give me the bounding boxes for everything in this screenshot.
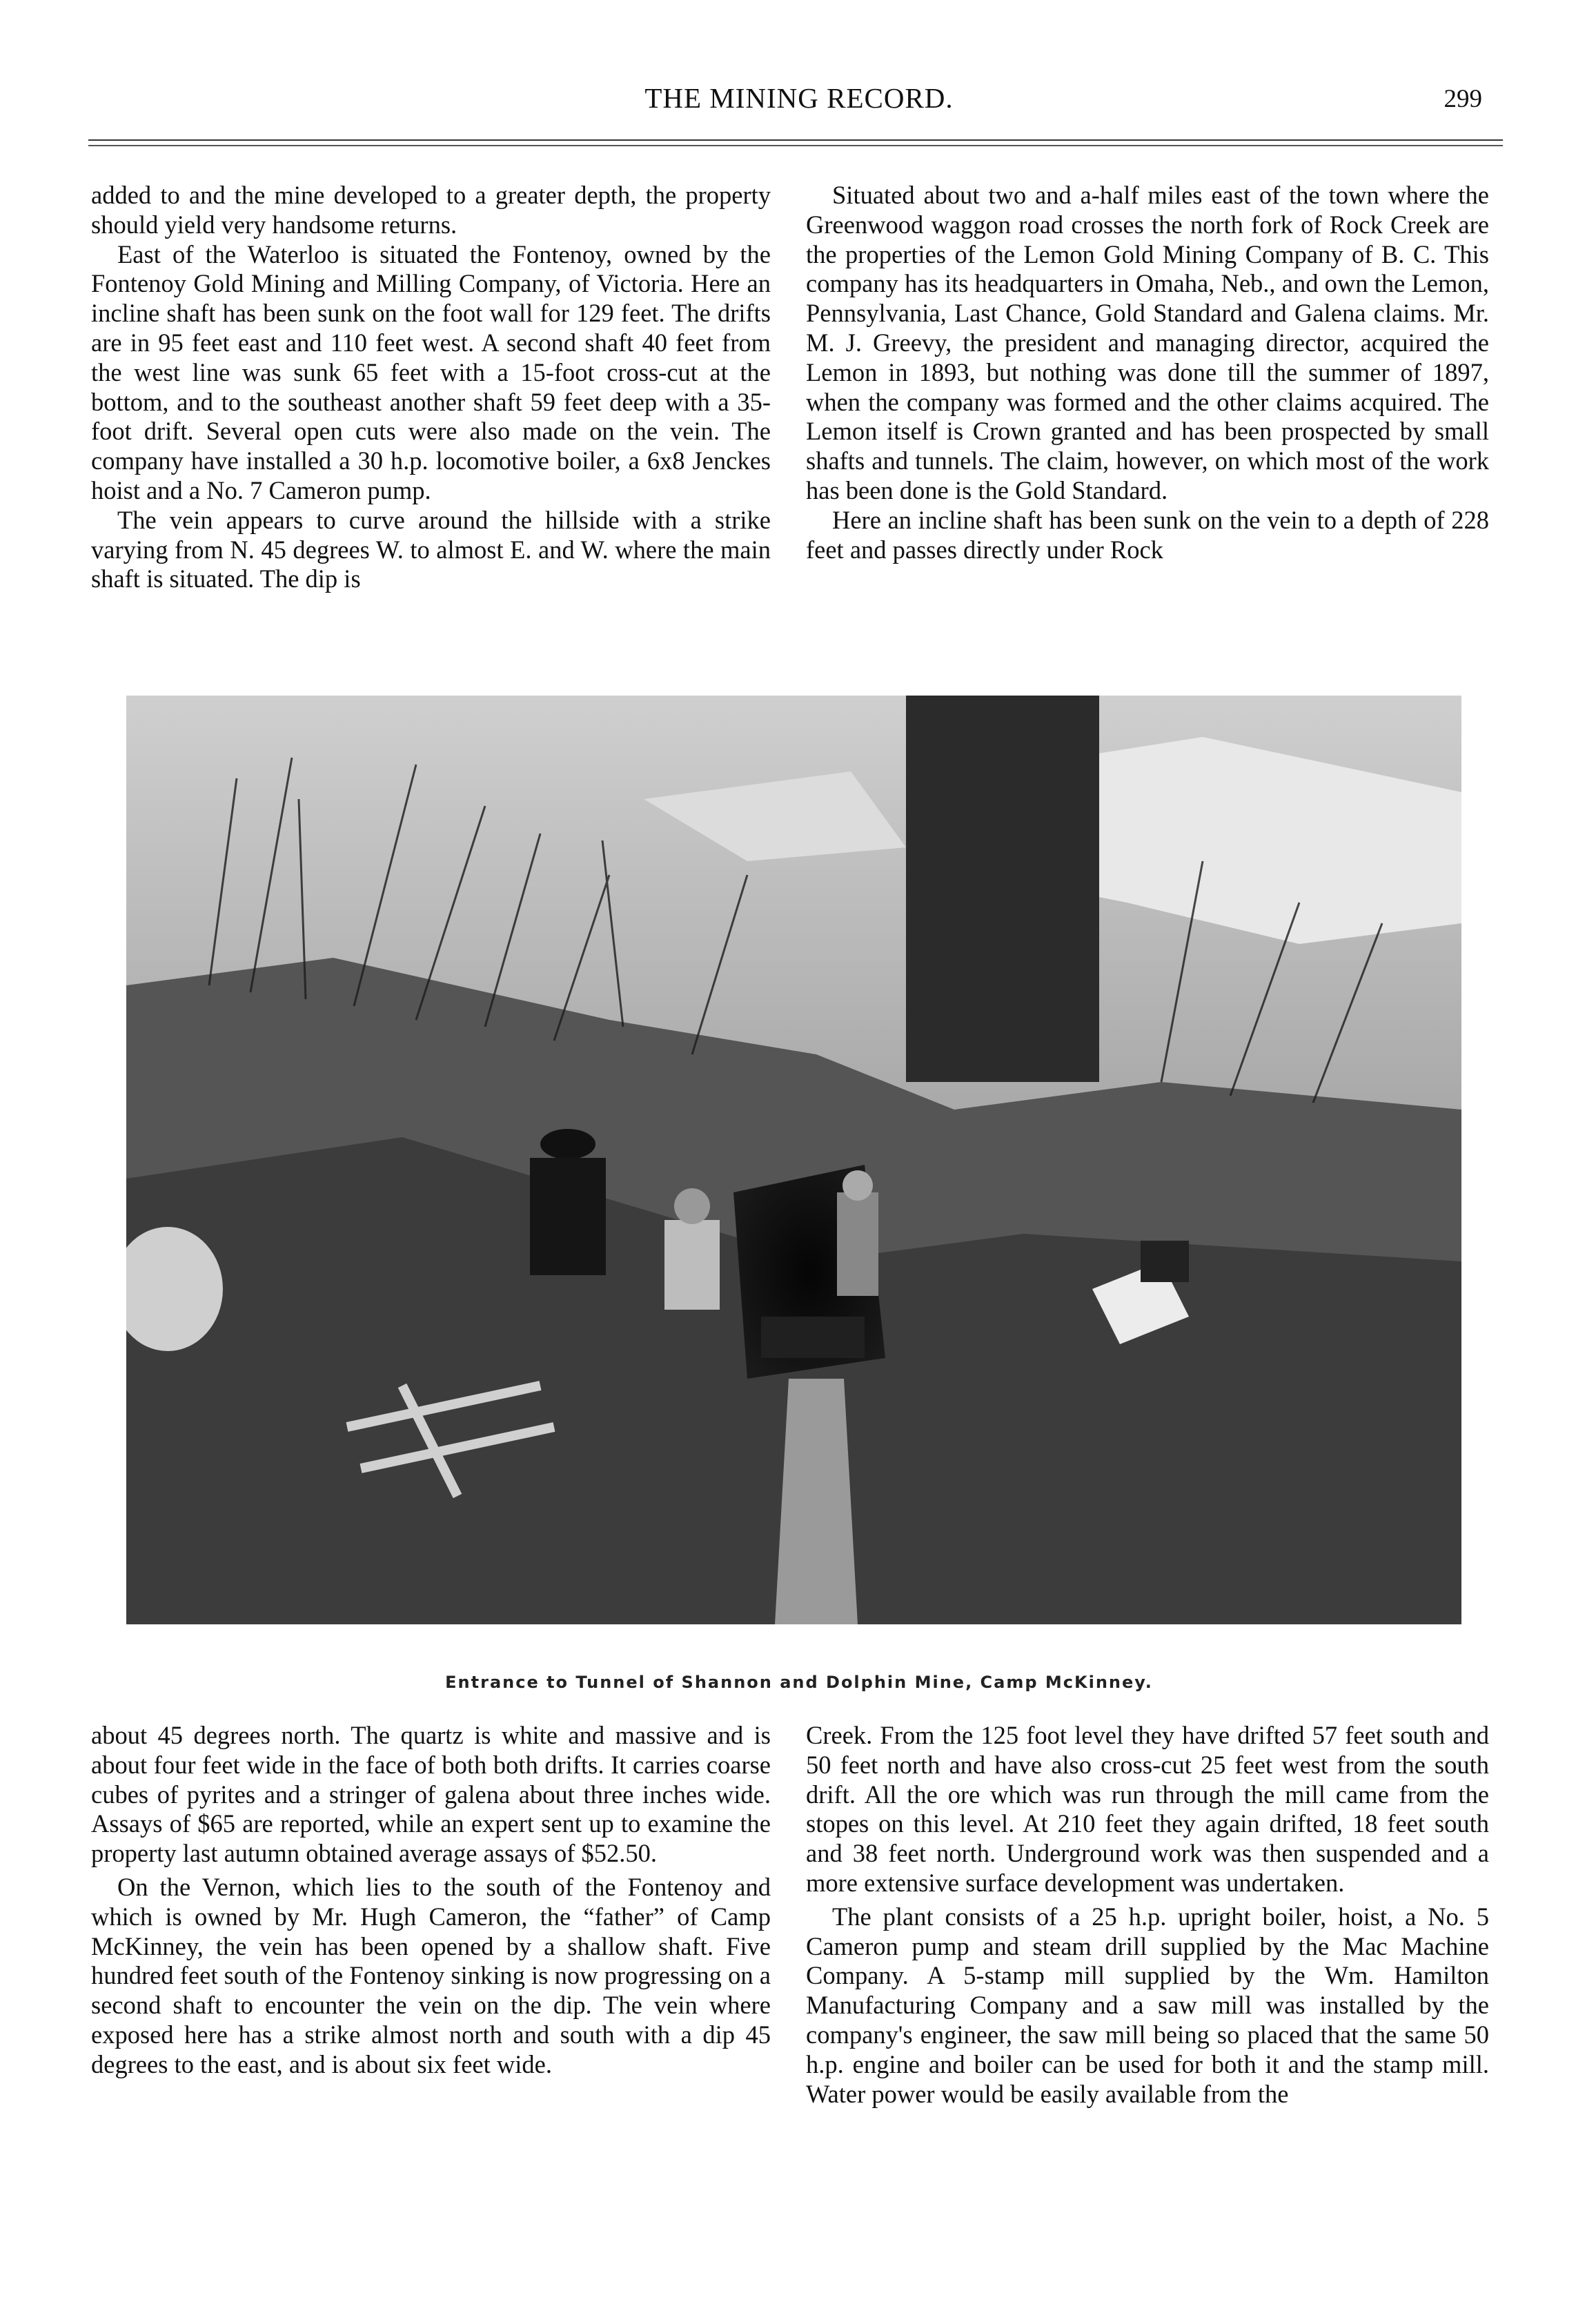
paragraph: added to and the mine developed to a greater depth, the property should yield very handsome returns. <box>91 181 771 239</box>
paragraph: The vein appears to curve around the hillside with a strike varying from N. 45 degrees W. to almost E. and W. where the main shaft is situated. The dip is <box>91 505 771 593</box>
paragraph: Creek. From the 125 foot level they have drifted 57 feet south and 50 feet north and have also cross-cut 25 feet west from the south drift. All the ore which was run through the mill came from the stopes on this level. At 210 feet they again drifted, 18 feet south and 38 feet north. Underground work was then suspended and a more extensive surface development was undertaken. <box>806 1721 1489 1897</box>
photo-illustration <box>126 696 1461 1624</box>
page-number: 299 <box>1444 85 1482 113</box>
header-rule-secondary <box>88 145 1503 146</box>
mine-tunnel-photograph <box>126 696 1461 1624</box>
column-top-left <box>91 181 771 594</box>
paragraph: about 45 degrees north. The quartz is white and massive and is about four feet wide in the face of both both drifts. It carries coarse cubes of pyrites and a stringer of galena about three inches wide. Assays of $65 are reported, while an expert sent up to examine the property last autumn obtained average assays of $52.50. <box>91 1721 771 1868</box>
page-header <box>88 81 1510 137</box>
column-bottom-left <box>91 1721 771 2080</box>
publication-title: THE MINING RECORD. <box>644 82 954 114</box>
paragraph: Situated about two and a-half miles east of the town where the Greenwood waggon road crosses the north fork of Rock Creek are the properties of the Lemon Gold Mining Company of B. C. This company has its headquarters in Omaha, Neb., and own the Lemon, Pennsylvania, Last Chance, Gold Standard and Galena claims. Mr. M. J. Greevy, the president and managing director, acquired the Lemon in 1893, but nothing was done till the summer of 1897, when the company was formed and the other claims acquired. The Lemon itself is Crown granted and has been prospected by small shafts and tunnels. The claim, however, on which most of the work has been done is the Gold Standard. <box>806 181 1489 504</box>
column-top-right <box>806 181 1489 564</box>
column-bottom-right <box>806 1721 1489 2109</box>
header-rule <box>88 139 1503 141</box>
photo-caption: Entrance to Tunnel of Shannon and Dolphin Mine, Camp McKinney. <box>445 1673 1153 1692</box>
paragraph: The plant consists of a 25 h.p. upright boiler, hoist, a No. 5 Cameron pump and steam drill supplied by the Mac Machine Company. A 5-stamp mill supplied by the Wm. Hamilton Manufacturing Company and a saw mill was installed by the company's engineer, the saw mill being so placed that the same 50 h.p. engine and boiler can be used for both it and the stamp mill. Water power would be easily available from the <box>806 1902 1489 2108</box>
paragraph: Here an incline shaft has been sunk on the vein to a depth of 228 feet and passes directly under Rock <box>806 505 1489 564</box>
paragraph: On the Vernon, which lies to the south of the Fontenoy and which is owned by Mr. Hugh Cameron, the “father” of Camp McKinney, the vein has been opened by a shallow shaft. Five hundred feet south of the Fontenoy sinking is now progressing on a second shaft to encounter the vein on the dip. The vein where exposed here has a strike almost north and south with a dip 45 degrees to the east, and is about six feet wide. <box>91 1872 771 2078</box>
paragraph: East of the Waterloo is situated the Fontenoy, owned by the Fontenoy Gold Mining and Milling Company, of Victoria. Here an incline shaft has been sunk on the foot wall for 129 feet. The drifts are in 95 feet east and 110 feet west. A second shaft 40 feet from the west line was sunk 65 feet with a 15-foot cross-cut at the bottom, and to the southeast another shaft 59 feet deep with a 35-foot drift. Several open cuts were also made on the vein. The company have installed a 30 h.p. locomotive boiler, a 6x8 Jenckes hoist and a No. 7 Cameron pump. <box>91 239 771 504</box>
